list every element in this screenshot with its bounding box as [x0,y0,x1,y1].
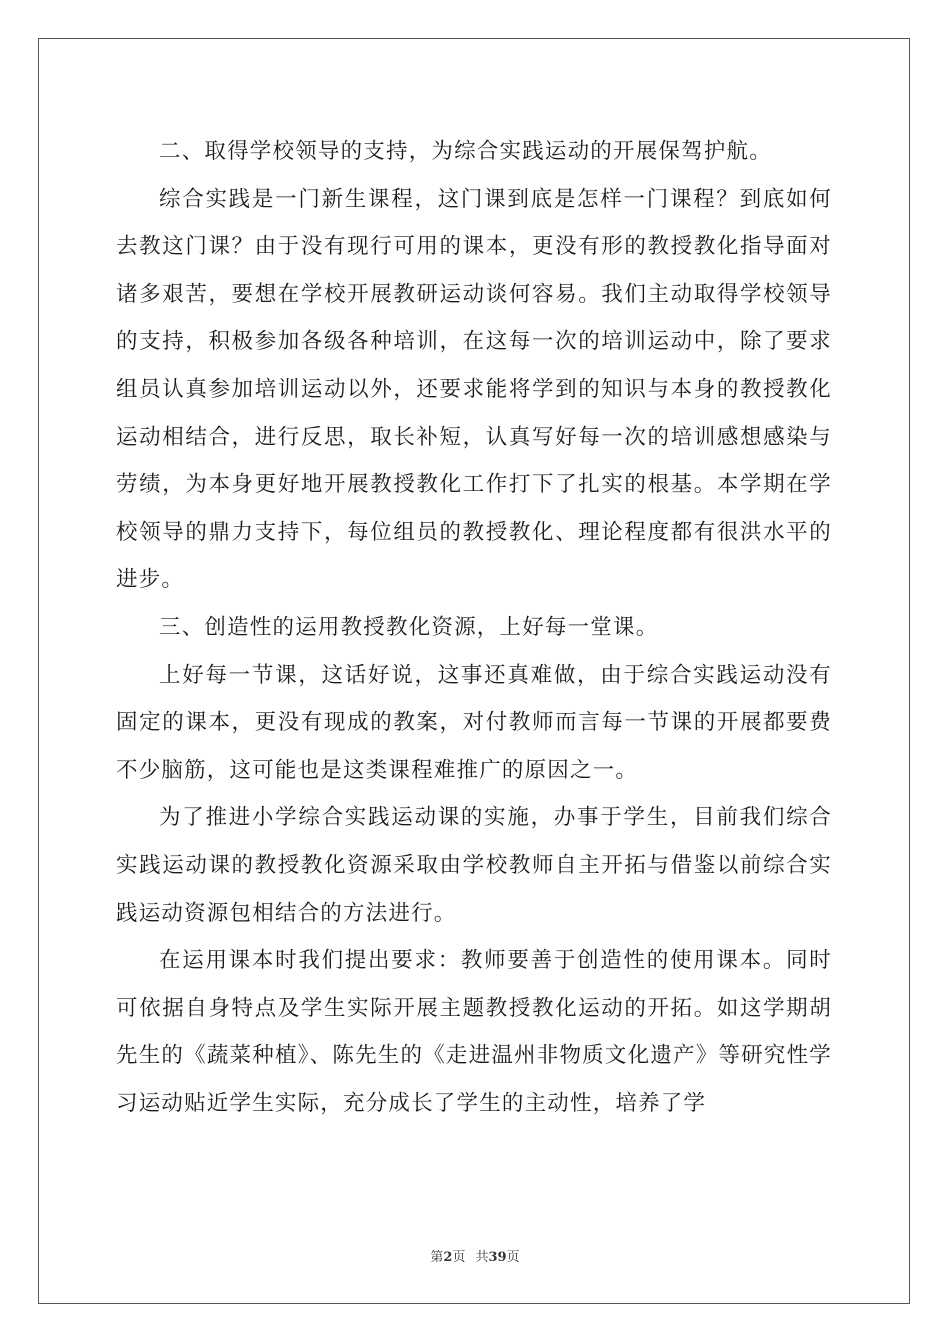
document-body [116,128,832,1127]
page-footer [0,1246,950,1265]
paragraph-heading-two: 二、取得学校领导的支持，为综合实践运动的开展保驾护航。 [159,139,772,164]
page-suffix: 页 [452,1250,466,1265]
paragraph-body: 上好每一节课，这话好说，这事还真难做，由于综合实践运动没有固定的课本，更没有现成的教案，对付教师而言每一节课的开展都要费不少脑筋，这可能也是这类课程难推广的原因之一。 [116,662,832,783]
paragraph-body: 综合实践是一门新生课程，这门课到底是怎样一门课程？到底如何去教这门课？由于没有现行可用的课本，更没有形的教授教化指导面对诸多艰苦，要想在学校开展教研运动谈何容易。我们主动取得学校领导的支持，积极参加各级各种培训，在这每一次的培训运动中，除了要求组员认真参加培训运动以外，还要求能将学到的知识与本身的教授教化运动相结合，进行反思，取长补短，认真写好每一次的培训感想感染与劳绩，为本身更好地开展教授教化工作打下了扎实的根基。本学期在学校领导的鼎力支持下，每位组员的教授教化、理论程度都有很洪水平的进步。 [116,186,832,593]
total-pages: 39 [488,1250,507,1265]
total-prefix: 共 [475,1250,489,1265]
paragraph-body: 为了推进小学综合实践运动课的实施，办事于学生，目前我们综合实践运动课的教授教化资源采取由学校教师自主开拓与借鉴以前综合实践运动资源包相结合的方法进行。 [116,805,832,926]
page-prefix: 第 [430,1250,444,1265]
paragraph-body: 在运用课本时我们提出要求：教师要善于创造性的使用课本。同时可依据自身特点及学生实际开展主题教授教化运动的开拓。如这学期胡先生的《蔬菜种植》、陈先生的《走进温州非物质文化遗产》等研究性学习运动贴近学生实际，充分成长了学生的主动性，培养了学 [116,948,832,1116]
page-number: 2 [443,1250,453,1265]
total-suffix: 页 [506,1250,520,1265]
paragraph-heading-three: 三、创造性的运用教授教化资源，上好每一堂课。 [159,614,659,640]
